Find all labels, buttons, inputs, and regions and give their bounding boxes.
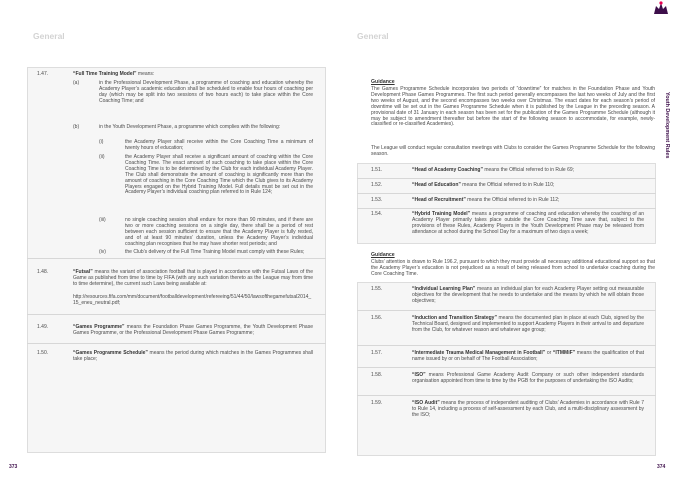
subitem-text: the Academy Player shall receive within the Core Coaching Time a minimum of twenty hours of education; [125, 139, 313, 151]
definition-number: 1.52. [371, 182, 383, 188]
definition-row [357, 209, 656, 244]
definition-lead: means: [136, 71, 155, 77]
subitem-text: no single coaching session shall endure for more than 90 minutes, and if there are two or more coaching sessions on a single day, there shall be a period of rest between each session sufficient to ensure that the Academy Player is fully rested, and of at least 90 minutes’ duration, unless the Academy Player’s individual coaching plan recognises that he may have shorter rest periods; and [125, 217, 313, 247]
definition-text: means an individual plan for each Academy Player setting out measurable objectives for the development that he needs to undertake and the means by which he will obtain those objectives; [412, 286, 644, 304]
definition-term: “Games Programme Schedule” [73, 350, 148, 356]
definition-row [357, 194, 656, 209]
definition-number: 1.48. [37, 269, 49, 275]
definition-row [27, 346, 326, 370]
definition-row [357, 346, 656, 368]
subitem-mark: (iv) [99, 249, 106, 255]
definition-row [357, 163, 656, 179]
definition-row [357, 311, 656, 346]
definition-row [357, 368, 656, 396]
subitem-mark: (iii) [99, 217, 106, 223]
item-mark: (a) [73, 80, 80, 86]
definition-text: means the process of independent auditing of Clubs’ Academies in accordance with Rule 7 to Rule 14, including a process of self-assessment by each Club, and a multi-disciplinary assessment by the ISO; [412, 400, 644, 418]
definition-term: “Individual Learning Plan” [412, 286, 476, 292]
definition-text: means the qualification of that name issued by or on behalf of The Football Association; [412, 350, 644, 362]
definition-number: 1.47. [37, 71, 49, 77]
definition-text: means the Official referred to in Rule 112; [465, 197, 560, 203]
definition-term: “Head of Academy Coaching” [412, 167, 483, 173]
page-number-left: 373 [9, 464, 18, 470]
definition-term: “Futsal” [73, 269, 93, 275]
definition-number: 1.49. [37, 324, 49, 330]
right-section-title: General [357, 31, 389, 41]
guidance-heading: Guidance [371, 79, 395, 85]
definition-term: “Head of Education” [412, 182, 461, 188]
definition-text: means the documented plan in place at each Club, signed by the Technical Board, designed and implemented to support Academy Players in their arrival to and departure from the Club, for whatever reason and whatever age group; [412, 315, 644, 333]
guidance-paragraph: The Games Programme Schedule incorporates two periods of “downtime” for matches in the Foundation Phase and Youth Development Phase Games Programmes. The first such period generally encompasses the last two weeks of July and the first two weeks of August, and the second encompasses two weeks over Christmas. The exact dates for each season’s period of downtime will be set out in the Games Programme Schedule when it is published by the League in the preceding season. A provisional date of 31 January in each season has been set for the publication of the Games Programme Schedule (although it may be subject to amendment thereafter but before the start of the following season to accommodate, for example, newly-classified or re-classified Academies). [371, 86, 655, 128]
page-number-right: 374 [657, 464, 666, 470]
definition-term: “ISO” [412, 372, 426, 378]
subitem-text: the Academy Player shall receive a significant amount of coaching within the Core Coaching Time. The exact amount of such coaching to take place within the Core Coaching Time is to be determined by the Club for each individual Academy Player. The Club shall demonstrate the amount of coaching is significantly more than the amount of coaching in the Core Coaching Time which the Club gives to its Academy Players engaged on the Hybrid Training Model. Full details must be set out in the Academy Player’s individual coaching plan referred to in Rule 124; [125, 154, 313, 196]
league-logo-icon [652, 0, 670, 16]
definition-number: 1.56. [371, 315, 383, 321]
item-text: in the Youth Development Phase, a programme which complies with the following: [99, 124, 281, 130]
item-text: in the Professional Development Phase, a programme of coaching and education whereby the Academy Player’s academic education shall be scheduled to enable four hours of coaching per day (which may be split into two sessions of two hours each) to take place within the Core Coaching Time; and [99, 80, 313, 104]
definition-row [27, 265, 326, 315]
definition-term: “Hybrid Training Model” [412, 211, 471, 217]
definition-text: means the variant of association football that is played in accordance with the Futsal Laws of the Game as published from time to time by FIFA (with any such variation thereto as the League may from time to time determine), the current such Laws being available at: [73, 269, 313, 287]
definition-row [27, 320, 326, 344]
definition-number: 1.51. [371, 167, 383, 173]
guidance-paragraph: The League will conduct regular consultation meetings with Clubs to consider the Games Programme Schedule for the following season. [371, 145, 655, 157]
definition-number: 1.57. [371, 350, 383, 356]
definition-term: “Games Programme” [73, 324, 125, 330]
definition-number: 1.55. [371, 286, 383, 292]
definition-row [27, 67, 326, 259]
definition-number: 1.54. [371, 211, 383, 217]
subitem-text: the Club’s delivery of the Full Time Training Model must comply with these Rules; [125, 249, 305, 255]
definition-text: means a programme of coaching and education whereby the coaching of an Academy Player primarily takes place outside the Core Coaching Time save that, subject to the provisions of these Rules, Academy Players in the Youth Development Phase may be released from attendance at school during the School Day for a maximum of two days a week; [412, 211, 644, 235]
definition-text: means the Foundation Phase Games Programme, the Youth Development Phase Games Programme, or the Professional Development Phase Games Programme; [73, 324, 313, 336]
subitem-mark: (i) [99, 139, 104, 145]
definition-text-mid: or [545, 350, 553, 356]
definition-text: means the Official referred to in Rule 69; [482, 167, 575, 173]
definition-number: 1.53. [371, 197, 383, 203]
definition-term-alt: “ITMMiF” [552, 350, 576, 356]
definition-term: “Induction and Transition Strategy” [412, 315, 497, 321]
guidance-paragraph: Clubs’ attention is drawn to Rule 196.2, pursuant to which they must provide all necessary additional educational support so that the Academy Player’s education is not prejudiced as a result of being released from school to undertake coaching during the Core Coaching Time. [371, 259, 655, 277]
definition-term: “Intermediate Trauma Medical Management in Football” [412, 350, 546, 356]
definition-text: means Professional Game Academy Audit Company or such other independent standards organisation appointed from time to time by the PGB for the purposes of undertaking the ISO Audits; [412, 372, 644, 384]
futsal-laws-link[interactable]: http://resources.fifa.com/mm/document/footballdevelopment/refereeing/51/44/50/lawsofthegamefutsal2014_15_eneu_neutral.pdf; [73, 294, 312, 306]
definition-row [357, 396, 656, 426]
definition-term: “Full Time Training Model” [73, 71, 137, 77]
definition-text: means the Official referred to in Rule 110; [460, 182, 555, 188]
definition-row [357, 282, 656, 311]
definition-term: “Head of Recruitment” [412, 197, 466, 203]
definition-number: 1.58. [371, 372, 383, 378]
subitem-mark: (ii) [99, 154, 105, 160]
definition-term: “ISO Audit” [412, 400, 440, 406]
left-section-title: General [33, 31, 65, 41]
definition-row [357, 179, 656, 194]
side-label: Youth Development Rules [664, 92, 670, 159]
item-mark: (b) [73, 124, 80, 130]
definition-number: 1.59. [371, 400, 383, 406]
definition-text: means the period during which matches in the Games Programmes shall take place; [73, 350, 313, 362]
definition-number: 1.50. [37, 350, 49, 356]
guidance-heading: Guidance [371, 252, 395, 258]
